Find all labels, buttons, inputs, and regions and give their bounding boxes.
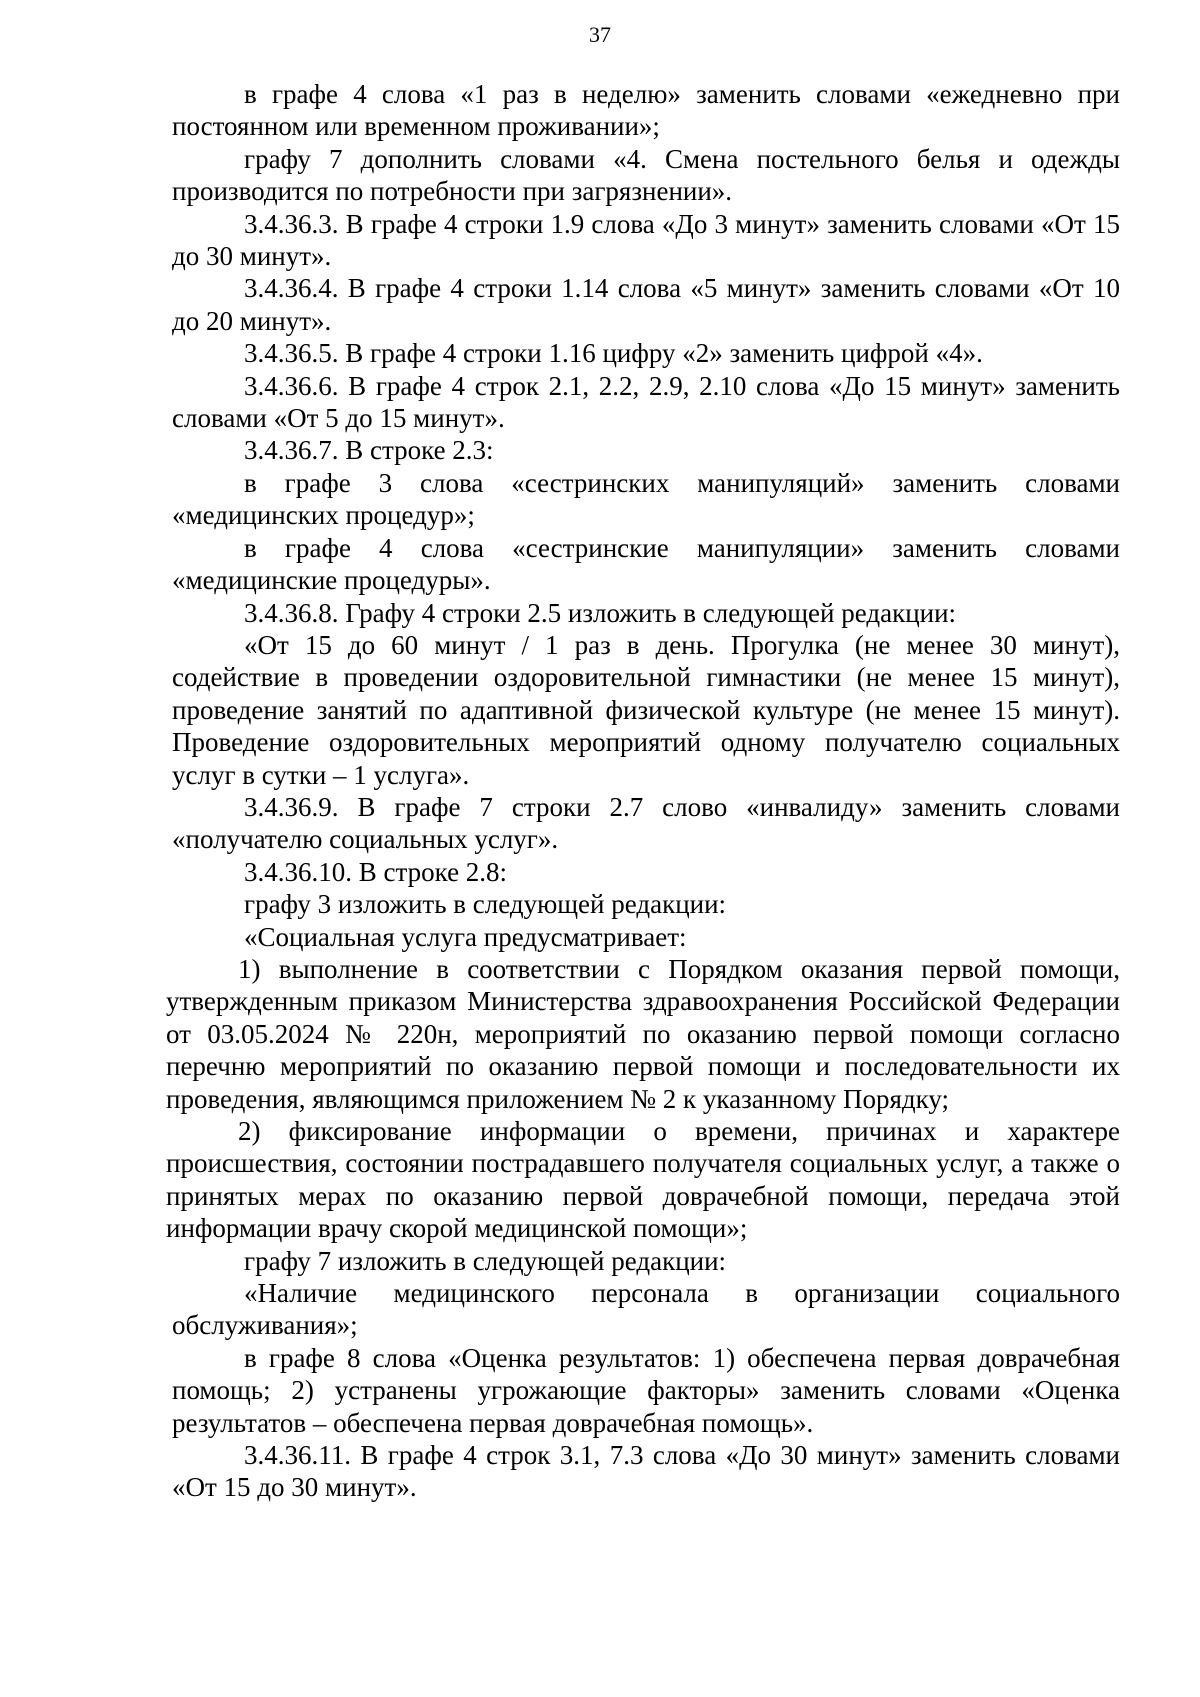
paragraph: в графе 4 слова «сестринские манипуляции» заменить словами «медицинские процедуры». (172, 532, 1120, 596)
paragraph: 3.4.36.10. В строке 2.8: (244, 856, 508, 887)
paragraph: «Социальная услуга предусматривает: (244, 921, 687, 952)
paragraph: 3.4.36.5. В графе 4 строки 1.16 цифру «2» заменить цифрой «4». (244, 338, 983, 369)
paragraph: 3.4.36.3. В графе 4 строки 1.9 слова «До 3 минут» заменить словами «От 15 до 30 минут». (172, 208, 1120, 272)
document-body (166, 78, 1120, 1504)
paragraph: 3.4.36.9. В графе 7 строки 2.7 слово «инвалиду» заменить словами «получателю социальных услуг». (172, 791, 1120, 855)
paragraph: 2) фиксирование информации о времени, причинах и характере происшествия, состоянии пострадавшего получателя социальных услуг, а также о принятых мерах по оказанию первой доврачебной помощи, передача этой информации врачу скорой медицинской помощи»; (166, 1116, 1120, 1244)
paragraph: в графе 3 слова «сестринских манипуляций» заменить словами «медицинских процедур»; (172, 467, 1120, 531)
paragraph: 3.4.36.11. В графе 4 строк 3.1, 7.3 слова «До 30 минут» заменить словами «От 15 до 30 минут». (172, 1440, 1120, 1503)
paragraph: 3.4.36.4. В графе 4 строки 1.14 слова «5 минут» заменить словами «От 10 до 20 минут». (172, 273, 1120, 336)
paragraph: 1) выполнение в соответствии с Порядком оказания первой помощи, утвержденным приказом Министерства здравоохранения Российской Федерации от 03.05.2024 № 220н, мероприятий по оказанию первой помощи согласно перечню мероприятий по оказанию первой помощи и последовательности их проведения, являющимся приложением № 2 к указанному Порядку; (166, 953, 1120, 1114)
paragraph: в графе 8 слова «Оценка результатов: 1) обеспечена первая доврачебная помощь; 2) устранены угрожающие факторы» заменить словами «Оценка результатов – обеспечена первая доврачебная помощь». (172, 1342, 1120, 1438)
paragraph: «От 15 до 60 минут / 1 раз в день. Прогулка (не менее 30 минут), содействие в проведении оздоровительной гимнастики (не менее 15 минут), проведение занятий по адаптивной физической культуре (не менее 15 минут). Проведение оздоровительных мероприятий одному получателю социальных услуг в сутки – 1 услуга». (172, 629, 1120, 790)
paragraph: графу 3 изложить в следующей редакции: (244, 889, 727, 920)
page-number: 37 (589, 22, 611, 47)
paragraph: графу 7 дополнить словами «4. Смена постельного белья и одежды производится по потребности при загрязнении». (172, 143, 1120, 207)
paragraph: 3.4.36.7. В строке 2.3: (244, 435, 494, 466)
paragraph: 3.4.36.8. Графу 4 строки 2.5 изложить в следующей редакции: (244, 597, 957, 628)
paragraph: графу 7 изложить в следующей редакции: (244, 1245, 727, 1276)
paragraph: в графе 4 слова «1 раз в неделю» заменить словами «ежедневно при постоянном или временном проживании»; (172, 79, 1120, 142)
paragraph: «Наличие медицинского персонала в организации социального обслуживания»; (172, 1278, 1120, 1341)
paragraph: 3.4.36.6. В графе 4 строк 2.1, 2.2, 2.9, 2.10 слова «До 15 минут» заменить словами «От 5 до 15 минут». (172, 370, 1120, 434)
